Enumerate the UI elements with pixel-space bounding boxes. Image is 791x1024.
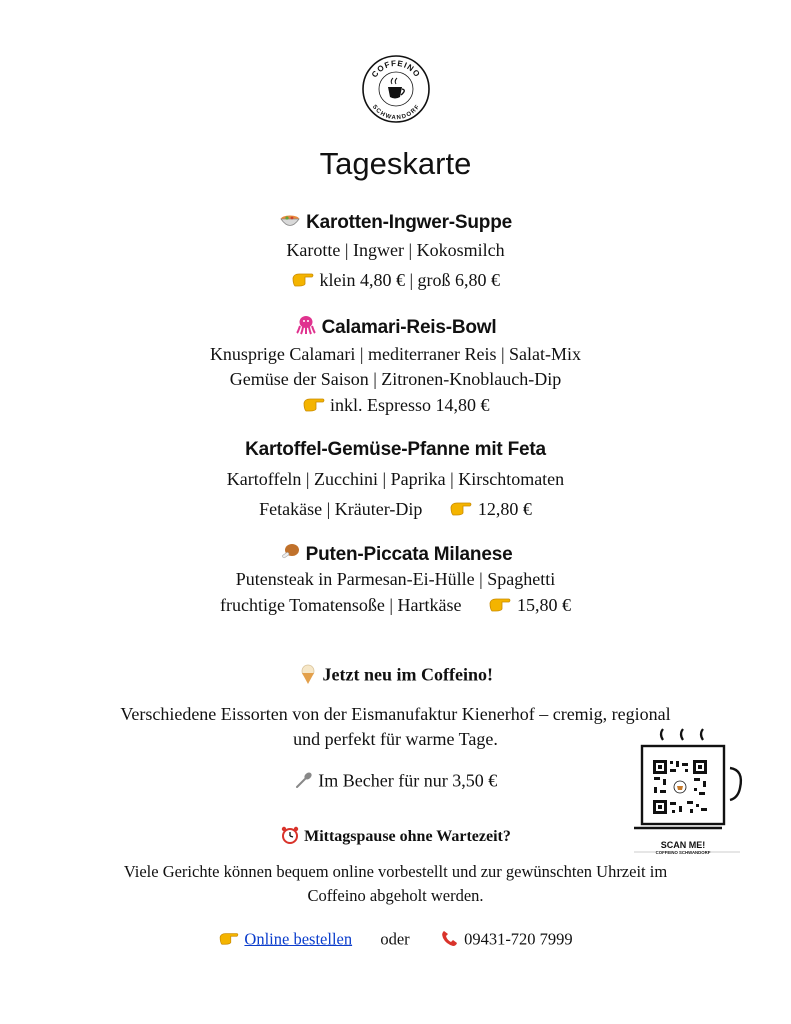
news-heading: Jetzt neu im Coffeino! xyxy=(322,664,493,685)
qr-sub-label: COFFEINO SCHWANDORF xyxy=(655,850,711,855)
news-price: Im Becher für nur 3,50 € xyxy=(318,770,498,791)
news-heading-row xyxy=(0,663,791,690)
dish-name: Kartoffel-Gemüse-Pfanne mit Feta xyxy=(245,439,546,460)
dish-ingredients: Gemüse der Saison | Zitronen-Knoblauch-Dip xyxy=(229,369,562,389)
dish-price: klein 4,80 € | groß 6,80 € xyxy=(319,270,501,290)
soup-bowl-icon xyxy=(279,210,301,236)
dish-ingredients: Putensteak in Parmesan-Ei-Hülle | Spaghetti xyxy=(235,569,556,589)
pointing-hand-icon xyxy=(302,395,326,418)
alarm-clock-icon xyxy=(280,825,300,850)
page-title: Tageskarte xyxy=(319,146,472,181)
dish-ingredients: Karotte | Ingwer | Kokosmilch xyxy=(286,240,505,260)
pointing-hand-icon xyxy=(291,270,315,293)
footer-separator: oder xyxy=(380,929,410,949)
dish-name: Puten-Piccata Milanese xyxy=(305,544,513,566)
dish-price: inkl. Espresso 14,80 € xyxy=(330,395,490,415)
lunch-heading: Mittagspause ohne Wartezeit? xyxy=(304,828,511,846)
dish-name: Karotten-Ingwer-Suppe xyxy=(306,212,512,234)
dish-name-row xyxy=(0,315,791,341)
dish-price: 12,80 € xyxy=(477,499,532,519)
dish-price-row xyxy=(0,395,791,418)
news-text: und perfekt für warme Tage. xyxy=(293,729,498,749)
dish-name-row xyxy=(0,542,791,568)
dish-price-row xyxy=(0,499,791,522)
squid-icon xyxy=(295,315,317,341)
spoon-icon xyxy=(294,770,314,795)
phone-icon xyxy=(440,929,460,952)
pointing-hand-icon xyxy=(218,930,240,951)
lunch-text: Viele Gerichte können bequem online vorbestellt und zur gewünschten Uhrzeit im xyxy=(123,862,668,881)
pointing-hand-icon xyxy=(449,499,473,522)
dish-ingredients: Kartoffeln | Zucchini | Paprika | Kirschtomaten xyxy=(226,469,565,489)
dish-ingredients: Fetakäse | Kräuter-Dip xyxy=(259,499,423,519)
logo-bottom-text: SCHWANDORF xyxy=(370,104,422,122)
dish-ingredients: Knusprige Calamari | mediterraner Reis | Salat-Mix xyxy=(209,344,582,364)
qr-scan-label: SCAN ME! xyxy=(660,840,706,850)
phone-number[interactable]: 09431-720 7999 xyxy=(464,929,573,949)
lunch-text: Coffeino abgeholt werden. xyxy=(307,886,484,905)
dish-price-row xyxy=(0,595,791,618)
pointing-hand-icon xyxy=(488,595,512,618)
dish-name-row xyxy=(0,210,791,236)
logo-top-text: COFFEINO xyxy=(369,58,423,80)
ice-cream-icon xyxy=(298,663,318,690)
poultry-leg-icon xyxy=(279,542,301,568)
qr-code-icon xyxy=(653,760,707,814)
footer-row xyxy=(0,929,791,952)
online-order-link[interactable]: Online bestellen xyxy=(244,929,353,949)
dish-ingredients: fruchtige Tomatensoße | Hartkäse xyxy=(220,595,462,615)
dish-price: 15,80 € xyxy=(516,595,571,615)
news-text: Verschiedene Eissorten von der Eismanufaktur Kienerhof – cremig, regional xyxy=(120,704,671,724)
dish-name: Calamari-Reis-Bowl xyxy=(321,317,497,339)
lunch-heading-row xyxy=(0,825,791,850)
coffeino-logo xyxy=(361,54,431,124)
dish-price-row xyxy=(0,270,791,293)
